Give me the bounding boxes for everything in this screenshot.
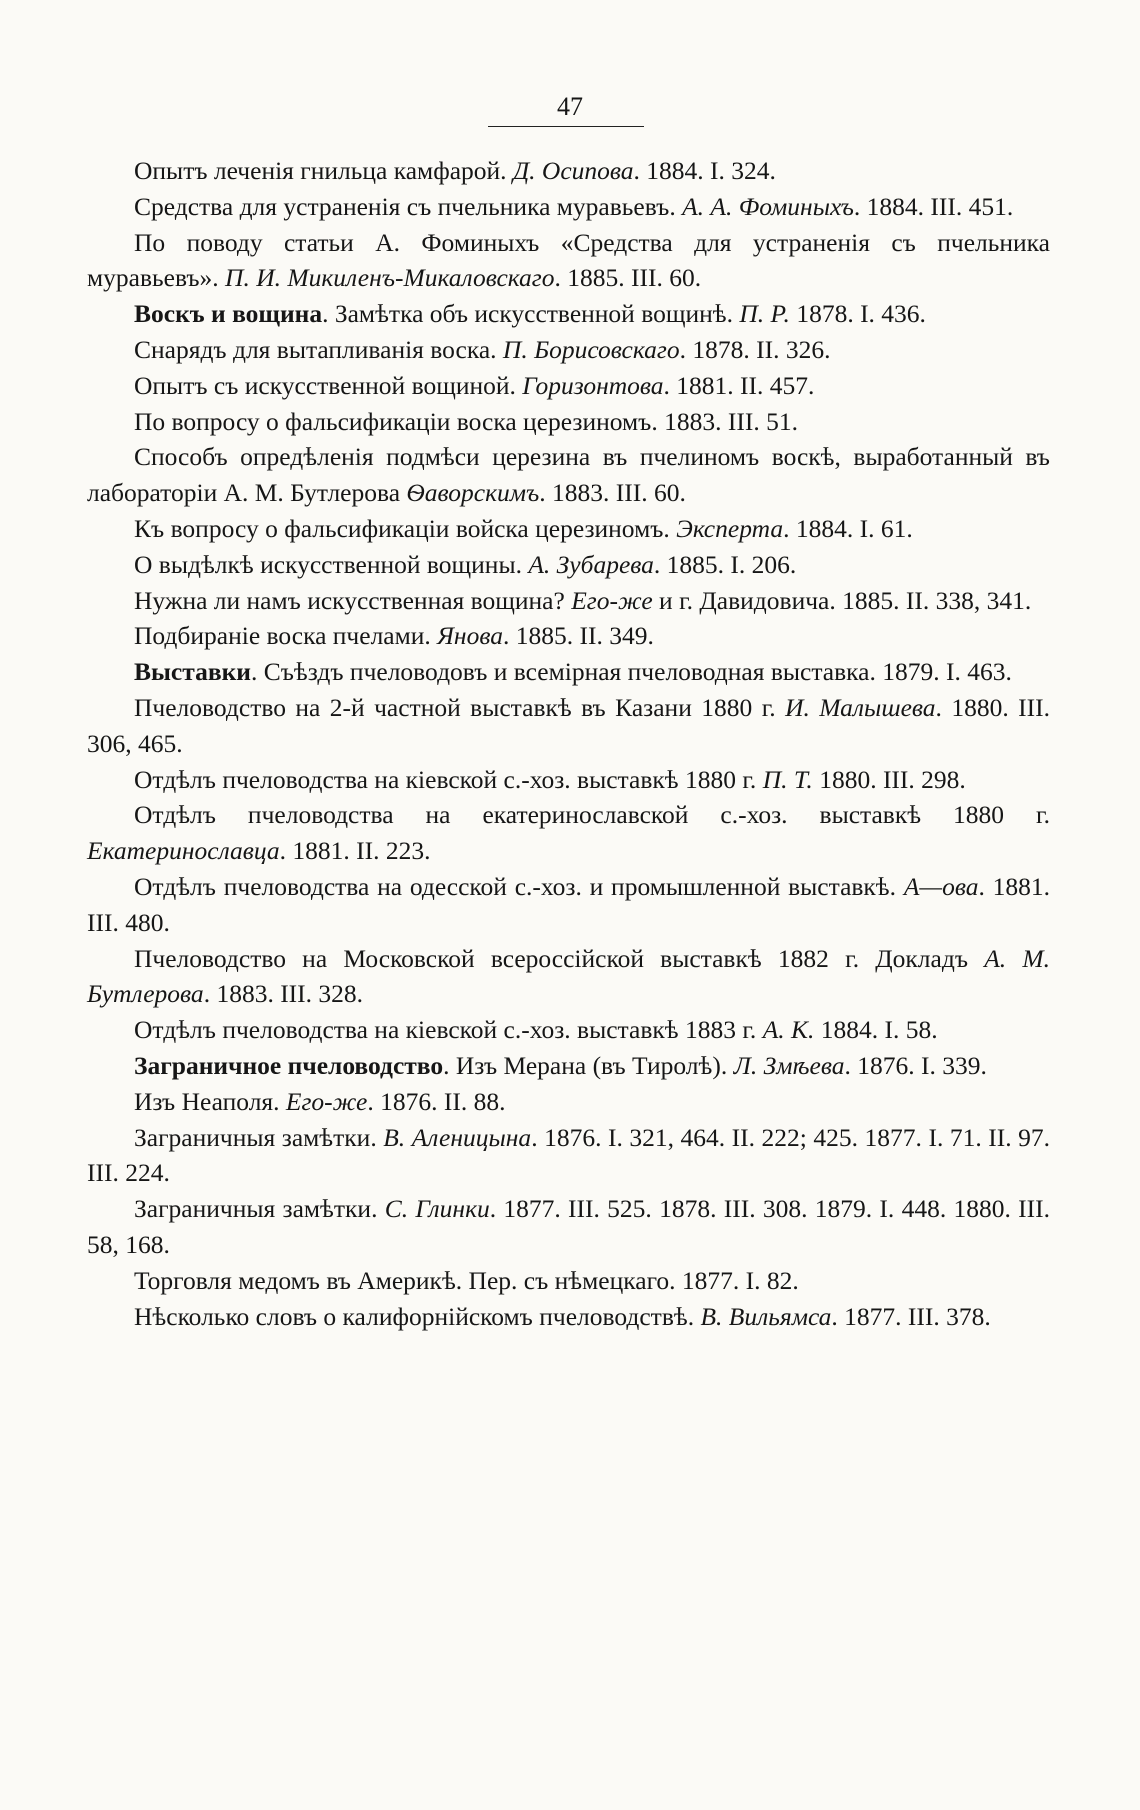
entry-text: Отдѣлъ пчеловодства на одесской с.-хоз. и промышленной выставкѣ.: [134, 871, 904, 901]
bibliography-entry: [87, 225, 1050, 297]
bibliography-entry: [87, 762, 1050, 798]
bibliography-entry: [87, 1084, 1050, 1120]
entry-reference: . 1877. III. 378.: [831, 1301, 991, 1331]
bibliography-entry: [87, 153, 1050, 189]
entry-reference: . 1884. III. 451.: [853, 191, 1014, 221]
entry-author: В. Аленицына: [383, 1122, 532, 1152]
entry-text: . Замѣтка объ искусственной вощинѣ.: [322, 299, 740, 329]
entry-rubric: Выставки: [134, 657, 251, 687]
entry-author: Ѳаворскимъ: [406, 478, 540, 508]
entry-reference: . 1876. II. 88.: [367, 1086, 506, 1116]
entry-text: Снарядъ для вытапливанія воска.: [134, 334, 503, 364]
entry-text: . Съѣздъ пчеловодовъ и всемірная пчеловодная выставка. 1879. I. 463.: [250, 657, 1012, 687]
entry-text: О выдѣлкѣ искусственной вощины.: [134, 549, 529, 579]
entry-text: Пчеловодство на 2-й частной выставкѣ въ Казани 1880 г.: [134, 692, 786, 722]
entry-text: Нѣсколько словъ о калифорнійскомъ пчеловодствѣ.: [134, 1301, 701, 1331]
bibliography-entry: [87, 1299, 1050, 1335]
bibliography-entry: [87, 511, 1050, 547]
entry-reference: . 1884. I. 324.: [633, 156, 776, 185]
bibliography-entry: [87, 797, 1050, 869]
entry-author: А. Зубарева: [528, 549, 654, 579]
entry-reference: 1884. I. 58.: [814, 1015, 938, 1045]
entry-text: Пчеловодство на Московской всероссійской выставкѣ 1882 г. Докладъ: [134, 943, 985, 973]
entry-text: Заграничныя замѣтки.: [134, 1194, 385, 1224]
entry-author: П. Т.: [762, 764, 813, 794]
bibliography-entry: [87, 296, 1050, 332]
bibliography-entry: [87, 332, 1050, 368]
entry-author: А. М. Бутлерова: [87, 943, 1050, 1009]
bibliography-entry: [87, 1048, 1050, 1084]
entry-text: Заграничныя замѣтки.: [134, 1122, 384, 1152]
bibliography-entry: [87, 690, 1050, 762]
bibliography-entry: [87, 1120, 1050, 1192]
bibliography-entry: [87, 618, 1050, 654]
entry-author: И. Малышева: [785, 692, 936, 722]
entry-rubric: Воскъ и вощина: [134, 299, 323, 329]
entry-author: Д. Осипова: [512, 156, 634, 185]
entry-text: Торговля медомъ въ Америкѣ. Пер. съ нѣмецкаго. 1877. I. 82.: [134, 1265, 799, 1295]
entry-reference: . 1877. III. 525. 1878. III. 308. 1879. I. 448. 1880. III. 58, 168.: [87, 1194, 1050, 1259]
entry-text: Нужна ли намъ искусственная вощина?: [134, 585, 572, 615]
entry-author: П. Р.: [739, 299, 790, 329]
entry-author: Эксперта: [676, 513, 784, 543]
entry-reference: . 1884. I. 61.: [783, 513, 913, 543]
entry-author: А. А. Фоминыхъ: [682, 191, 854, 221]
bibliography-entry: [87, 404, 1050, 440]
entry-reference: . 1876. I. 321, 464. II. 222; 425. 1877. I. 71. II. 97. III. 224.: [87, 1122, 1050, 1188]
bibliography-entry: [87, 941, 1050, 1013]
entry-author: Л. Змѣева: [733, 1050, 845, 1080]
entry-reference: . 1880. III. 306, 465.: [87, 692, 1050, 758]
entry-reference: . 1885. I. 206.: [653, 549, 797, 579]
entry-reference: . 1881. II. 457.: [663, 370, 815, 400]
entry-author: В. Вильямса: [700, 1301, 832, 1331]
entry-author: П. И. Микиленъ-Микаловскаго: [225, 263, 555, 293]
entry-author: Янова: [437, 621, 503, 651]
page-number: 47: [557, 92, 583, 121]
entry-text: Къ вопросу о фальсификаціи войска церезиномъ.: [134, 513, 677, 543]
entry-text: Средства для устраненія съ пчельника муравьевъ.: [134, 191, 683, 221]
entry-author: А—ова: [903, 871, 979, 901]
entry-reference: 1878. I. 436.: [789, 299, 926, 329]
entry-rubric: Заграничное пчеловодство: [134, 1050, 444, 1080]
entry-author: Его-же: [571, 585, 653, 615]
bibliography-entry: [87, 654, 1050, 690]
entry-author: Екатеринославца: [87, 836, 280, 866]
bibliography-list: [87, 153, 1050, 1334]
entry-reference: . 1878. II. 326.: [679, 334, 831, 364]
bibliography-entry: [87, 189, 1050, 225]
bibliography-entry: [87, 547, 1050, 583]
entry-text: По вопросу о фальсификаціи воска церезиномъ. 1883. III. 51.: [134, 406, 798, 436]
entry-text: Опытъ съ искусственной вощиной.: [134, 370, 523, 400]
entry-reference: 1880. III. 298.: [812, 764, 966, 794]
bibliography-entry: [87, 439, 1050, 511]
bibliography-entry: [87, 368, 1050, 404]
entry-text: По поводу статьи А. Фоминыхъ «Средства для устраненія съ пчельника муравьевъ».: [87, 227, 1050, 293]
bibliography-entry: [87, 583, 1050, 619]
page-number-rule: [488, 126, 644, 127]
entry-text: Отдѣлъ пчеловодства на кіевской с.-хоз. выставкѣ 1880 г.: [134, 764, 763, 794]
entry-reference: . 1881. II. 223.: [279, 836, 431, 866]
bibliography-entry: [87, 869, 1050, 941]
entry-author: А. К.: [762, 1015, 815, 1045]
entry-author: П. Борисовскаго: [502, 334, 680, 364]
entry-text: Подбираніе воска пчелами.: [134, 621, 438, 651]
entry-text: Опытъ леченія гнильца камфарой.: [134, 156, 513, 185]
entry-text: Отдѣлъ пчеловодства на кіевской с.-хоз. выставкѣ 1883 г.: [134, 1015, 763, 1045]
bibliography-entry: [87, 1012, 1050, 1048]
entry-reference: и г. Давидовича. 1885. II. 338, 341.: [652, 585, 1032, 615]
entry-text: Изъ Неаполя.: [134, 1086, 286, 1116]
entry-reference: . 1881. III. 480.: [87, 871, 1050, 937]
entry-reference: . 1885. II. 349.: [502, 621, 654, 651]
bibliography-entry: [87, 1191, 1050, 1263]
bibliography-entry: [87, 1263, 1050, 1299]
entry-author: С. Глинки: [384, 1194, 490, 1224]
entry-text: Отдѣлъ пчеловодства на екатеринославской с.-хоз. выставкѣ 1880 г.: [134, 800, 1050, 830]
entry-reference: . 1883. III. 328.: [203, 979, 364, 1009]
entry-reference: . 1883. III. 60.: [539, 478, 686, 508]
entry-author: Его-же: [285, 1086, 368, 1116]
entry-reference: . 1876. I. 339.: [844, 1050, 987, 1080]
entry-author: Горизонтова: [522, 370, 664, 400]
entry-text: Способъ опредѣленія подмѣси церезина въ пчелиномъ воскѣ, выработанный въ лабораторіи А. М. Бутлерова: [87, 442, 1050, 508]
entry-reference: . 1885. III. 60.: [554, 263, 702, 293]
entry-text: . Изъ Мерана (въ Тиролѣ).: [443, 1050, 734, 1080]
